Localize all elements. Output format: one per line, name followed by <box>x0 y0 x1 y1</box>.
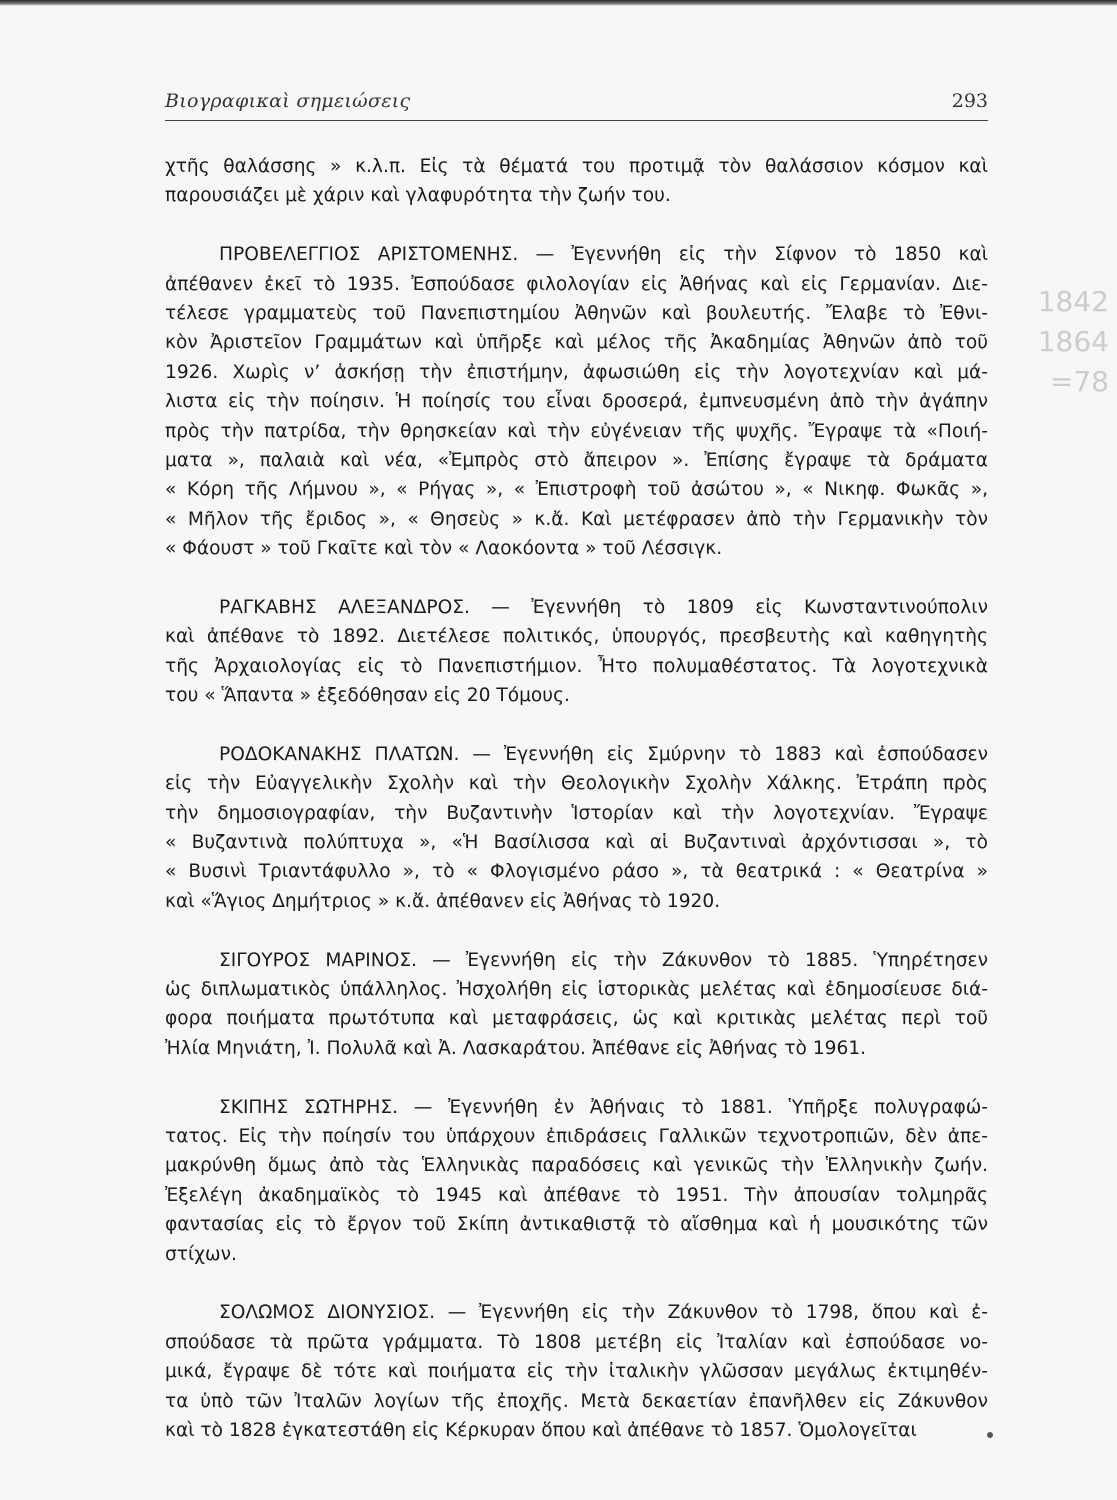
text-line: χτῆς θαλάσσης » κ.λ.π. Εἰς τὰ θέματά του προτιμᾷ τὸν θαλάσσιον κόσμον καὶ <box>165 156 988 177</box>
text-line: τὴν δημοσιογραφίαν, τὴν Βυζαντινὴν Ἱστορίαν καὶ τὴν λογοτεχνίαν. Ἔγραψε <box>165 802 988 824</box>
text-line: καὶ τὸ 1828 ἐγκατεστάθη εἰς Κέρκυραν ὅπου καὶ ἀπέθανε τὸ 1857. Ὁμολογεῖται <box>165 1419 917 1441</box>
text-line: τῆς Ἀρχαιολογίας εἰς τὸ Πανεπιστήμιον. Ἦτο πολυμαθέστατος. Τὰ λογοτεχνικὰ <box>165 655 988 677</box>
text-line: παρουσιάζει μὲ χάριν καὶ γλαφυρότητα τὴν ζωήν του. <box>165 185 671 207</box>
margin-notes <box>1009 282 1109 402</box>
text-line: ΣΚΙΠΗΣ ΣΩΤΗΡΗΣ. — Ἐγεννήθη ἐν Ἀθήναις τὸ 1881. Ὑπῆρξε πολυγραφώ- <box>219 1096 988 1118</box>
paragraph-gap <box>165 211 988 240</box>
text-line: εἰς τὴν Εὐαγγελικὴν Σχολὴν καὶ τὴν Θεολογικὴν Σχολὴν Χάλκης. Ἐτράπη πρὸς <box>165 773 988 795</box>
paragraph-gap <box>165 564 988 593</box>
entry-paragraph <box>165 740 988 916</box>
text-line: Ἠλία Μηνιάτη, Ἰ. Πολυλᾶ καὶ Ἀ. Λασκαράτου. Ἀπέθανε εἰς Ἀθήνας τὸ 1961. <box>165 1037 867 1059</box>
page-number: 293 <box>951 90 988 112</box>
text-line: μικά, ἔγραψε δὲ τότε καὶ ποιήματα εἰς τὴν ἰταλικὴν γλῶσσαν μεγάλως ἐκτιμηθέν- <box>165 1361 988 1383</box>
text-line: φαντασίας εἰς τὸ ἔργον τοῦ Σκίπη ἀντικαθιστᾷ τὸ αἴσθημα καὶ ἡ μουσικότης τῶν <box>165 1214 988 1236</box>
entry-paragraph <box>165 240 988 563</box>
text-line: ὡς διπλωματικὸς ὑπάλληλος. Ἠσχολήθη εἰς ἱστορικὰς μελέτας καὶ ἐδημοσίευσε διά- <box>165 979 988 1000</box>
text-line: ΡΑΓΚΑΒΗΣ ΑΛΕΞΑΝΔΡΟΣ. — Ἐγεννήθη τὸ 1809 εἰς Κωνσταντινούπολιν <box>219 596 988 618</box>
text-line: ἀπέθανεν ἐκεῖ τὸ 1935. Ἐσπούδασε φιλολογίαν εἰς Ἀθήνας καὶ εἰς Γερμανίαν. Διε- <box>165 273 988 295</box>
body-text <box>165 152 988 1445</box>
text-line: ΣΟΛΩΜΟΣ ΔΙΟΝΥΣΙΟΣ. — Ἐγεννήθη εἰς τὴν Ζάκυνθον τὸ 1798, ὅπου καὶ ἐ- <box>219 1302 988 1324</box>
text-line: καὶ ἀπέθανε τὸ 1892. Διετέλεσε πολιτικός, ὑπουργός, πρεσβευτὴς καὶ καθηγητὴς <box>165 626 988 648</box>
text-line: στίχων. <box>165 1243 237 1265</box>
margin-note: 1842 <box>1037 285 1109 318</box>
scan-top-edge <box>0 0 1117 6</box>
text-line: ΠΡΟΒΕΛΕΓΓΙΟΣ ΑΡΙΣΤΟΜΕΝΗΣ. — Ἐγεννήθη εἰς τὴν Σίφνον τὸ 1850 καὶ <box>219 244 988 266</box>
text-line: του « Ἅπαντα » ἐξεδόθησαν εἰς 20 Τόμους. <box>165 685 570 707</box>
text-line: καὶ «Ἅγιος Δημήτριος » κ.ἄ. ἀπέθανεν εἰς Ἀθήνας τὸ 1920. <box>165 890 721 912</box>
text-line: κὸν Ἀριστεῖον Γραμμάτων καὶ ὑπῆρξε καὶ μέλος τῆς Ἀκαδημίας Ἀθηνῶν ἀπὸ τοῦ <box>165 332 988 354</box>
continuation-paragraph <box>165 152 988 211</box>
text-line: ΡΟΔΟΚΑΝΑΚΗΣ ΠΛΑΤΩΝ. — Ἐγεννήθη εἰς Σμύρνην τὸ 1883 καὶ ἐσπούδασεν <box>219 743 988 765</box>
entry-paragraph <box>165 1298 988 1445</box>
text-line: σπούδασε τὰ πρῶτα γράμματα. Τὸ 1808 μετέβη εἰς Ἰταλίαν καὶ ἐσπούδασε νο- <box>165 1331 988 1353</box>
text-line: φορα ποιήματα πρωτότυπα καὶ μεταφράσεις, ὡς καὶ κριτικὰς μελέτας περὶ τοῦ <box>165 1008 988 1030</box>
paragraph-gap <box>165 1063 988 1092</box>
text-line: τα ὑπὸ τῶν Ἰταλῶν λογίων τῆς ἐποχῆς. Μετὰ δεκαετίαν ἐπανῆλθεν εἰς Ζάκυνθον <box>165 1390 988 1412</box>
text-line: « Βυσινὶ Τριαντάφυλλο », τὸ « Φλογισμένο ράσο », τὰ θεατρικά : « Θεατρίνα » <box>165 861 988 883</box>
text-line: λιστα εἰς τὴν ποίησιν. Ἡ ποίησίς του εἶναι δροσερά, ἐμπνευσμένη ἀπὸ τὴν ἀγάπην <box>165 391 988 413</box>
text-line: « Κόρη τῆς Λήμνου », « Ρήγας », « Ἐπιστροφὴ τοῦ ἀσώτου », « Νικηφ. Φωκᾶς », <box>165 479 988 501</box>
text-line: Ἐξελέγη ἀκαδημαϊκὸς τὸ 1945 καὶ ἀπέθανε τὸ 1951. Τὴν ἀπουσίαν τολμηρᾶς <box>165 1184 988 1206</box>
ink-speck <box>987 1432 993 1438</box>
text-line: ΣΙΓΟΥΡΟΣ ΜΑΡΙΝΟΣ. — Ἐγεννήθη εἰς τὴν Ζάκυνθον τὸ 1885. Ὑπηρέτησεν <box>219 949 988 971</box>
text-line: « Μῆλον τῆς ἔριδος », « Θησεὺς » κ.ἄ. Καὶ μετέφρασεν ἀπὸ τὴν Γερμανικὴν τὸν <box>165 508 988 530</box>
margin-note: 1864 <box>1037 325 1109 358</box>
paragraph-gap <box>165 1269 988 1298</box>
text-line: 1926. Χωρὶς ν’ ἀσκήσῃ τὴν ἐπιστήμην, ἀφωσιώθη εἰς τὴν λογοτεχνίαν καὶ μά- <box>165 361 988 383</box>
text-line: τέλεσε γραμματεὺς τοῦ Πανεπιστημίου Ἀθηνῶν καὶ βουλευτής. Ἔλαβε τὸ Ἐθνι- <box>165 302 988 324</box>
text-line: « Φάουστ » τοῦ Γκαῖτε καὶ τὸν « Λαοκόοντα » τοῦ Λέσσιγκ. <box>165 538 723 560</box>
entry-paragraph <box>165 946 988 1064</box>
text-line: τατος. Εἰς τὴν ποίησίν του ὑπάρχουν ἐπιδράσεις Γαλλικῶν τεχνοτροπιῶν, δὲν ἀπε- <box>165 1125 988 1147</box>
text-line: πρὸς τὴν πατρίδα, τὴν θρησκείαν καὶ τὴν εὐγένειαν τῆς ψυχῆς. Ἔγραψε τὰ «Ποιή- <box>165 420 988 442</box>
text-line: « Βυζαντινὰ πολύπτυχα », «Ἡ Βασίλισσα καὶ αἱ Βυζαντιναὶ ἀρχόντισσαι », τὸ <box>165 832 988 854</box>
entry-paragraph <box>165 1093 988 1269</box>
text-line: ματα », παλαιὰ καὶ νέα, «Ἐμπρὸς στὸ ἄπειρον ». Ἐπίσης ἔγραψε τὰ δράματα <box>165 449 988 471</box>
text-line: μακρύνθη ὅμως ἀπὸ τὰς Ἑλληνικὰς παραδόσεις καὶ γενικῶς τὴν Ἑλληνικὴν ζωήν. <box>165 1155 988 1177</box>
paragraph-gap <box>165 916 988 945</box>
paragraph-gap <box>165 710 988 739</box>
entry-paragraph <box>165 593 988 711</box>
running-title: Βιογραφικαὶ σημειώσεις <box>165 90 411 112</box>
margin-note: =78 <box>1049 365 1109 398</box>
running-header <box>165 86 988 121</box>
